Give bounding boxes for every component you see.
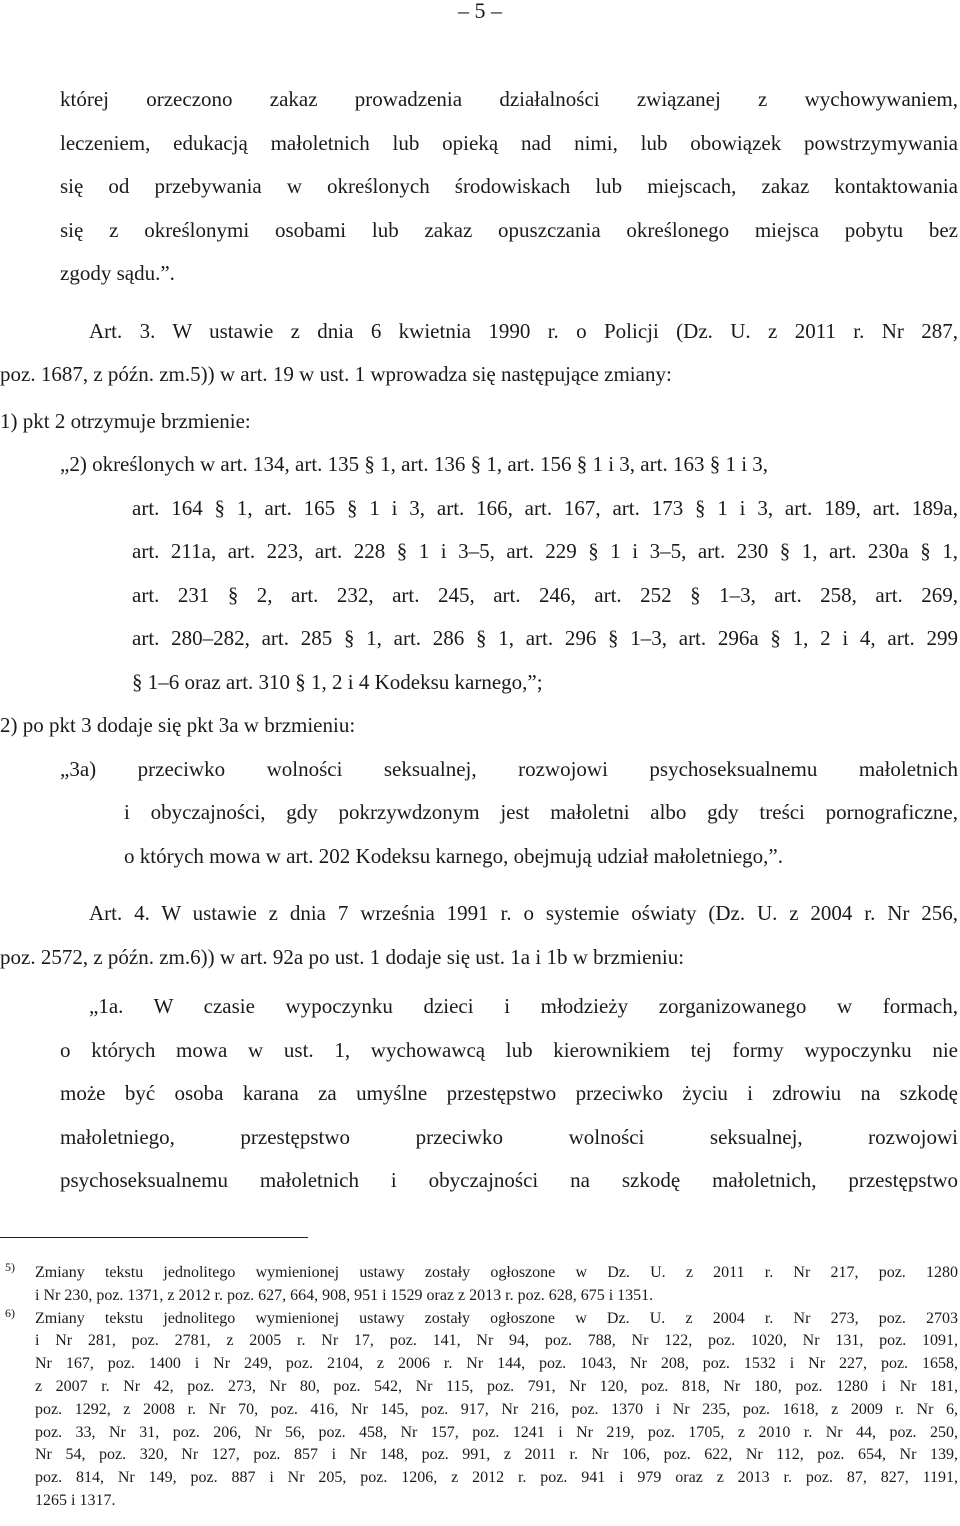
body-line: poz. 1687, z późn. zm.5)) w art. 19 w ust. 1 wprowadza się następujące zmiany: bbox=[0, 362, 672, 386]
body-line: małoletniego, przestępstwo przeciwko wolności seksualnej, rozwojowi bbox=[60, 1124, 958, 1149]
footnote-mark: 5) bbox=[5, 1260, 15, 1274]
body-line: art. 164 § 1, art. 165 § 1 i 3, art. 166, art. 167, art. 173 § 1 i 3, art. 189, art. 189a, bbox=[132, 495, 958, 520]
footnote-line: i Nr 281, poz. 2781, z 2005 r. Nr 17, poz. 141, Nr 94, poz. 788, Nr 122, poz. 1020, Nr 131, poz. 1091, bbox=[35, 1332, 958, 1350]
body-line: zgody sądu.”. bbox=[60, 261, 175, 285]
footnote-line: Zmiany tekstu jednolitego wymienionej ustawy zostały ogłoszone w Dz. U. z 2004 r. Nr 273, poz. 2703 bbox=[35, 1309, 958, 1327]
page-number: – 5 – bbox=[458, 0, 502, 23]
body-line: się z określonymi osobami lub zakaz opuszczania określonego miejsca pobytu bez bbox=[60, 217, 958, 242]
footnote-mark: 6) bbox=[5, 1305, 15, 1320]
footnote-line: poz. 814, Nr 149, poz. 887 i Nr 205, poz. 1206, z 2012 r. poz. 941 i 979 oraz z 2013 r. poz. 87, 827, 1191, bbox=[35, 1469, 958, 1487]
body-line: § 1–6 oraz art. 310 § 1, 2 i 4 Kodeksu karnego,”; bbox=[132, 669, 543, 694]
footnote-separator bbox=[0, 1237, 308, 1238]
footnote-line: 1265 i 1317. bbox=[35, 1491, 116, 1509]
body-line: może być osoba karana za umyślne przestępstwo przeciwko życiu i zdrowiu na szkodę bbox=[60, 1081, 958, 1105]
body-line: art. 280–282, art. 285 § 1, art. 286 § 1, art. 296 § 1–3, art. 296a § 1, 2 i 4, art. 299 bbox=[132, 626, 958, 650]
body-line: się od przebywania w określonych środowiskach lub miejscach, zakaz kontaktowania bbox=[60, 174, 958, 198]
footnote bbox=[0, 1262, 960, 1308]
body-line: „2) określonych w art. 134, art. 135 § 1, art. 136 § 1, art. 156 § 1 i 3, art. 163 § 1 i 3, bbox=[60, 452, 769, 476]
body-line: art. 211a, art. 223, art. 228 § 1 i 3–5, art. 229 § 1 i 3–5, art. 230 § 1, art. 230a § 1, bbox=[132, 539, 958, 563]
body-line: leczeniem, edukacją małoletnich lub opieką nad nimi, lub obowiązek powstrzymywania bbox=[60, 130, 958, 155]
footnote-line: i Nr 230, poz. 1371, z 2012 r. poz. 627, 664, 908, 951 i 1529 oraz z 2013 r. poz. 628, 675 i 1351. bbox=[35, 1286, 654, 1304]
body-line: psychoseksualnemu małoletnich i obyczajności na szkodę małoletnich, przestępstwo bbox=[60, 1168, 958, 1192]
body-line: poz. 2572, z późn. zm.6)) w art. 92a po ust. 1 dodaje się ust. 1a i 1b w brzmieniu: bbox=[0, 944, 685, 969]
body-line: „1a. W czasie wypoczynku dzieci i młodzieży zorganizowanego w formach, bbox=[89, 994, 958, 1018]
footnote-line: Nr 54, poz. 320, Nr 127, poz. 857 i Nr 148, poz. 991, z 2011 r. Nr 106, poz. 622, Nr 112, poz. 654, Nr 139, bbox=[35, 1446, 958, 1464]
footnote-line: z 2007 r. Nr 42, poz. 273, Nr 80, poz. 542, Nr 115, poz. 791, Nr 120, poz. 818, Nr 180, poz. 1280 i Nr 181, bbox=[35, 1377, 958, 1395]
body-line: o których mowa w ust. 1, wychowawcą lub kierownikiem tej formy wypoczynku nie bbox=[60, 1037, 958, 1062]
footnote-line: Zmiany tekstu jednolitego wymienionej ustawy zostały ogłoszone w Dz. U. z 2011 r. Nr 217, poz. 1280 bbox=[35, 1264, 958, 1281]
body-line: Art. 4. W ustawie z dnia 7 września 1991 r. o systemie oświaty (Dz. U. z 2004 r. Nr 256, bbox=[89, 901, 958, 925]
body-line: Art. 3. W ustawie z dnia 6 kwietnia 1990 r. o Policji (Dz. U. z 2011 r. Nr 287, bbox=[89, 318, 958, 343]
body-line: o których mowa w art. 202 Kodeksu karnego, obejmują udział małoletniego,”. bbox=[124, 843, 783, 868]
body-line: 2) po pkt 3 dodaje się pkt 3a w brzmieniu: bbox=[0, 713, 356, 737]
body-line: „3a) przeciwko wolności seksualnej, rozwojowi psychoseksualnemu małoletnich bbox=[60, 756, 958, 781]
body-line: 1) pkt 2 otrzymuje brzmienie: bbox=[0, 408, 251, 433]
body-line: której orzeczono zakaz prowadzenia działalności związanej z wychowywaniem, bbox=[60, 87, 958, 111]
body-line: art. 231 § 2, art. 232, art. 245, art. 246, art. 252 § 1–3, art. 258, art. 269, bbox=[132, 582, 958, 607]
footnote-line: Nr 167, poz. 1400 i Nr 249, poz. 2104, z 2006 r. Nr 144, poz. 1043, Nr 208, poz. 1532 i Nr 227, poz. 1658, bbox=[35, 1355, 958, 1373]
footnote-line: poz. 1292, z 2008 r. Nr 70, poz. 416, Nr 145, poz. 917, Nr 216, poz. 1370 i Nr 235, poz. 1618, z 2009 r. Nr 6, bbox=[35, 1400, 958, 1418]
body-line: i obyczajności, gdy pokrzywdzonym jest małoletni albo gdy treści pornograficzne, bbox=[124, 800, 958, 824]
footnote-line: poz. 33, Nr 31, poz. 206, Nr 56, poz. 458, Nr 157, poz. 1241 i Nr 219, poz. 1705, z 2010 r. Nr 44, poz. 250, bbox=[35, 1423, 958, 1441]
footnotes bbox=[0, 1262, 960, 1513]
body-text bbox=[0, 78, 958, 1203]
footnote bbox=[0, 1305, 960, 1513]
